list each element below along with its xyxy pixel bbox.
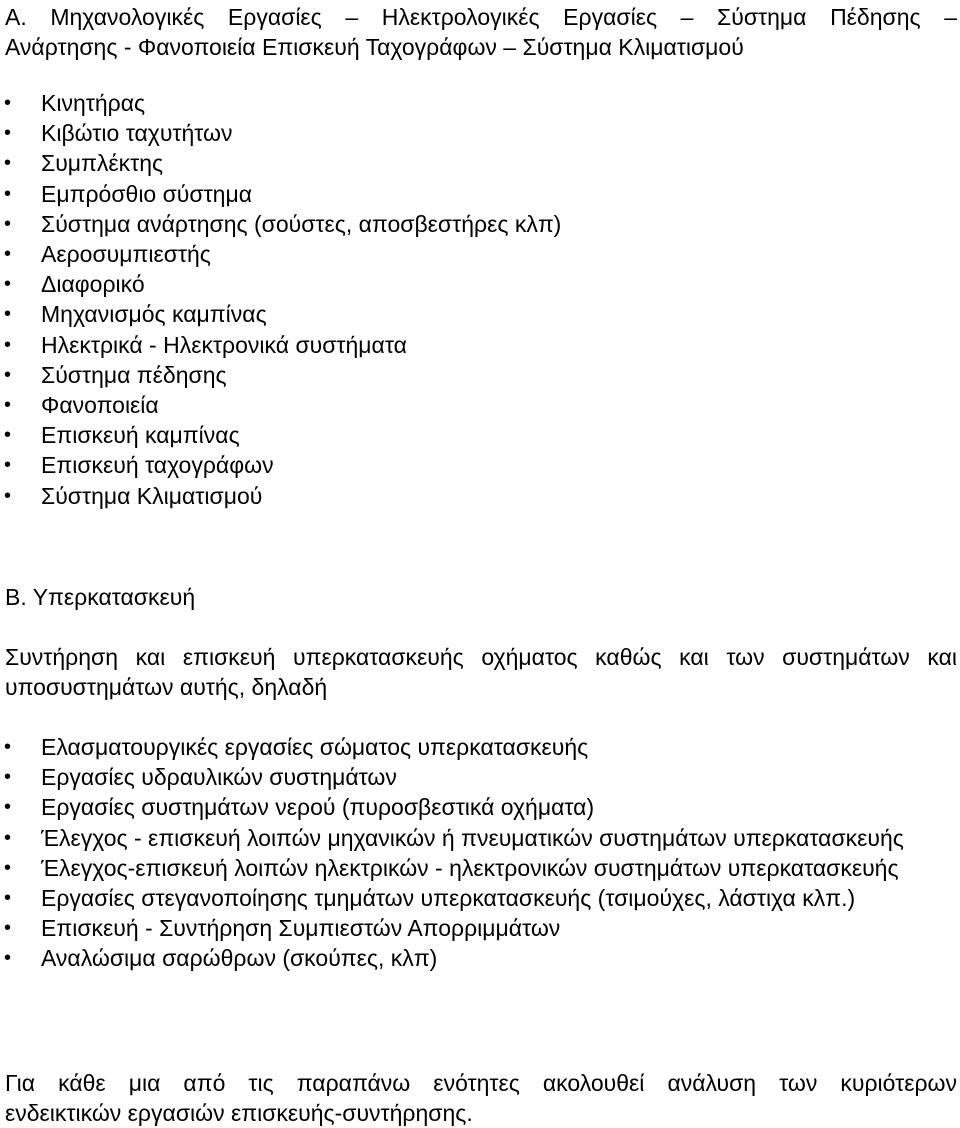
list-item bbox=[0, 823, 957, 853]
section-a-title-line-2: Ανάρτησης - Φανοποιεία Επισκευή Ταχογράφων – Σύστημα Κλιματισμού bbox=[5, 34, 744, 60]
section-a-list bbox=[0, 88, 960, 511]
bullet-icon: • bbox=[4, 856, 12, 879]
section-b-heading: Β. Υπερκατασκευή bbox=[5, 584, 196, 610]
list-item bbox=[0, 450, 957, 480]
bullet-icon: • bbox=[4, 917, 12, 940]
list-item bbox=[0, 853, 957, 883]
bullet-icon: • bbox=[4, 394, 12, 417]
bullet-icon: • bbox=[4, 484, 12, 507]
list-item-text: Σύστημα ανάρτησης (σούστες, αποσβεστήρες κλπ) bbox=[41, 210, 562, 237]
list-item bbox=[0, 299, 957, 329]
list-item-text: Έλεγχος-επισκευή λοιπών ηλεκτρικών - ηλεκτρονικών συστημάτων υπερκατασκευής bbox=[41, 854, 899, 881]
section-b-list bbox=[0, 732, 960, 974]
bullet-icon: • bbox=[4, 363, 12, 386]
bullet-icon: • bbox=[4, 947, 12, 970]
bullet-icon: • bbox=[4, 92, 12, 114]
list-item-text: Επισκευή καμπίνας bbox=[41, 422, 240, 449]
list-item-text: Ελασματουργικές εργασίες σώματος υπερκατασκευής bbox=[41, 734, 589, 760]
bullet-icon: • bbox=[4, 887, 12, 910]
list-item-text: Αεροσυμπιεστής bbox=[41, 241, 211, 268]
bullet-icon: • bbox=[4, 152, 12, 175]
list-item bbox=[0, 239, 957, 269]
closing-paragraph-line-1: Για κάθε μια από τις παραπάνω ενότητες ακολουθεί ανάλυση των κυριότερων bbox=[5, 1070, 957, 1096]
closing-paragraph-line-2: ενδεικτικών εργασιών επισκευής-συντήρησης. bbox=[5, 1100, 473, 1126]
list-item bbox=[0, 943, 957, 973]
list-item-text: Σύστημα Κλιματισμού bbox=[41, 482, 263, 509]
bullet-icon: • bbox=[4, 333, 12, 356]
closing-paragraph bbox=[5, 1068, 957, 1128]
list-item-text: Κινητήρας bbox=[41, 90, 146, 116]
list-item bbox=[0, 269, 957, 299]
list-item bbox=[0, 420, 957, 450]
section-a-title bbox=[5, 2, 957, 62]
list-item bbox=[0, 88, 957, 118]
list-item bbox=[0, 913, 957, 943]
list-item bbox=[0, 209, 957, 239]
list-item-text: Ηλεκτρικά - Ηλεκτρονικά συστήματα bbox=[41, 331, 407, 358]
bullet-icon: • bbox=[4, 273, 12, 296]
list-item bbox=[0, 330, 957, 360]
bullet-icon: • bbox=[4, 122, 12, 145]
bullet-icon: • bbox=[4, 766, 12, 789]
bullet-icon: • bbox=[4, 243, 12, 266]
bullet-icon: • bbox=[4, 454, 12, 477]
bullet-icon: • bbox=[4, 182, 12, 205]
list-item bbox=[0, 481, 957, 511]
list-item-text: Κιβώτιο ταχυτήτων bbox=[41, 120, 233, 147]
list-item-text: Εργασίες στεγανοποίησης τμημάτων υπερκατασκευής (τσιμούχες, λάστιχα κλπ.) bbox=[41, 885, 856, 912]
bullet-icon: • bbox=[4, 796, 12, 819]
list-item bbox=[0, 360, 957, 390]
bullet-icon: • bbox=[4, 424, 12, 447]
list-item bbox=[0, 883, 957, 913]
list-item-text: Φανοποιεία bbox=[41, 392, 159, 419]
bullet-icon: • bbox=[4, 212, 12, 235]
section-b-intro bbox=[5, 642, 957, 702]
list-item-text: Επισκευή ταχογράφων bbox=[41, 452, 274, 479]
list-item-text: Μηχανισμός καμπίνας bbox=[41, 301, 267, 328]
list-item-text: Επισκευή - Συντήρηση Συμπιεστών Απορριμμάτων bbox=[41, 915, 561, 942]
list-item bbox=[0, 390, 957, 420]
list-item bbox=[0, 762, 957, 792]
list-item bbox=[0, 118, 957, 148]
list-item-text: Σύστημα πέδησης bbox=[41, 361, 227, 388]
bullet-icon: • bbox=[4, 303, 12, 326]
list-item-text: Εργασίες υδραυλικών συστημάτων bbox=[41, 764, 397, 791]
list-item-text: Αναλώσιμα σαρώθρων (σκούπες, κλπ) bbox=[41, 945, 438, 972]
list-item bbox=[0, 732, 957, 762]
list-item-text: Έλεγχος - επισκευή λοιπών μηχανικών ή πνευματικών συστημάτων υπερκατασκευής bbox=[41, 824, 904, 851]
list-item-text: Εμπρόσθιο σύστημα bbox=[41, 180, 253, 207]
list-item bbox=[0, 179, 957, 209]
section-b-intro-line-2: υποσυστημάτων αυτής, δηλαδή bbox=[5, 674, 328, 700]
section-b-intro-line-1: Συντήρηση και επισκευή υπερκατασκευής οχήματος καθώς και των συστημάτων και bbox=[5, 644, 957, 670]
list-item-text: Εργασίες συστημάτων νερού (πυροσβεστικά οχήματα) bbox=[41, 794, 595, 821]
list-item-text: Συμπλέκτης bbox=[41, 150, 164, 177]
bullet-icon: • bbox=[4, 826, 12, 849]
list-item-text: Διαφορικό bbox=[41, 271, 145, 298]
bullet-icon: • bbox=[4, 736, 12, 758]
section-a-title-line-1: Α. Μηχανολογικές Εργασίες – Ηλεκτρολογικές Εργασίες – Σύστημα Πέδησης – bbox=[5, 4, 957, 30]
list-item bbox=[0, 148, 957, 178]
list-item bbox=[0, 792, 957, 822]
